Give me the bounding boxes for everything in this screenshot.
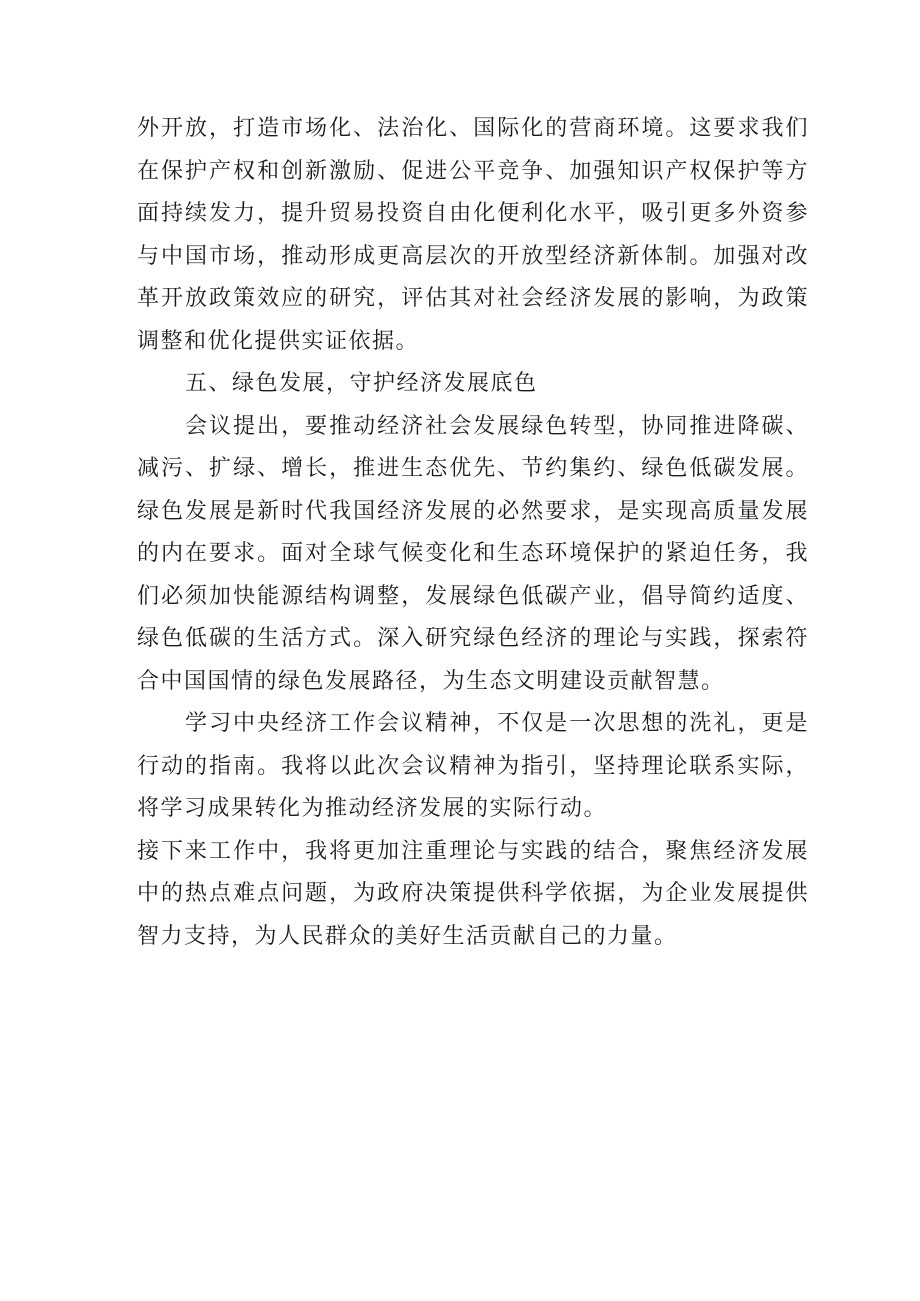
paragraph-green-development: 会议提出，要推动经济社会发展绿色转型，协同推进降碳、减污、扩绿、增长，推进生态优先、节约集约、绿色低碳发展。绿色发展是新时代我国经济发展的必然要求，是实现高质量发展的内在要求。面对全球气候变化和生态环境保护的紧迫任务，我们必须加快能源结构调整，发展绿色低碳产业，倡导简约适度、绿色低碳的生活方式。深入研究绿色经济的理论与实践，探索符合中国国情的绿色发展路径，为生态文明建设贡献智慧。 [137,413,809,694]
paragraph-study-spirit: 学习中央经济工作会议精神，不仅是一次思想的洗礼，更是行动的指南。我将以此次会议精神为指引，坚持理论联系实际，将学习成果转化为推动经济发展的实际行动。 [137,711,809,821]
document-body [137,108,809,958]
paragraph-opening-policy: 外开放，打造市场化、法治化、国际化的营商环境。这要求我们在保护产权和创新激励、促进公平竞争、加强知识产权保护等方面持续发力，提升贸易投资自由化便利化水平，吸引更多外资参与中国市场，推动形成更高层次的开放型经济新体制。加强对改革开放政策效应的研究，评估其对社会经济发展的影响，为政策调整和优化提供实证依据。 [137,116,809,354]
section-heading-green-development: 五、绿色发展，守护经济发展底色 [185,371,538,396]
paragraph-next-work: 接下来工作中，我将更加注重理论与实践的结合，聚焦经济发展中的热点难点问题，为政府决策提供科学依据，为企业发展提供智力支持，为人民群众的美好生活贡献自己的力量。 [137,838,809,949]
